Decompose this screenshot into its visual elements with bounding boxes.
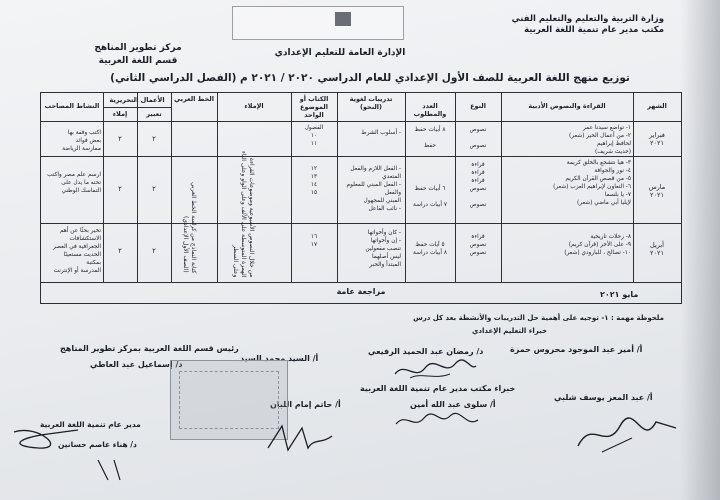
col-divider (501, 93, 502, 283)
header-reading: القراءة والنصوص الأدبية (528, 102, 606, 110)
row2-activity: ارسم علم مصر واكتب تحته ما يدل على التماسك الوطني (47, 172, 101, 194)
row3-activity: تخير بحثًا عن أهم الاستكشافات الجغرافية في العصر الحديث مستعينًا بمكتبة المدرسة أو الإنترنت (52, 228, 101, 274)
ministry-logo (335, 12, 351, 26)
review-row (41, 282, 681, 303)
header-grammar: تدريبات لغوية (النحو) (349, 95, 393, 111)
col-divider (405, 93, 406, 283)
row-divider (41, 223, 681, 224)
row2-type: قراءة قراءة قراءة نصوص نصوص (469, 162, 487, 208)
row2-count: ٦ أبيات حفظ ٧ أبيات دراسة (413, 186, 447, 208)
dept-head-title: رئيس قسم اللغة العربية بمركز تطوير المناهج (60, 344, 239, 353)
row3-grammar: - كان وأخواتها - إن وأخواتها تنصب مفعولين ليس أصلهما المبتدأ والخبر (365, 230, 401, 268)
row2-month: مارس ٢٠٢١ (648, 183, 666, 199)
header-activity: النشاط المصاحب (44, 102, 100, 110)
header-dictation: الإملاء (244, 102, 264, 110)
handwritten-signature (262, 418, 338, 458)
col-divider (291, 93, 292, 283)
review-label: مراجعة عامة (336, 287, 386, 296)
row1-activity: اكتب وقفة بها بعض فوائد ممارسة الرياضة (62, 130, 101, 152)
col-divider (217, 93, 218, 283)
directorate-name: الإدارة العامة للتعليم الإعدادي (274, 48, 406, 58)
row-divider (41, 156, 681, 157)
experts-title: خبراء التعليم الإعدادي (472, 327, 547, 335)
header-writing-expression: تعبير (146, 110, 162, 118)
row2-dictation-count: ٢ (118, 185, 122, 193)
office-name: مكتب مدير عام تنمية اللغة العربية (524, 25, 664, 35)
header-writing-dictation: إملاء (112, 110, 128, 118)
header-count: العدد والمطلوب (413, 102, 447, 118)
department-name: قسم اللغة العربية (98, 56, 178, 66)
handwritten-signature (572, 408, 682, 458)
col-divider (337, 93, 338, 283)
row3-expression-count: ٢ (152, 247, 156, 255)
col-divider (633, 93, 634, 283)
handwritten-signature (8, 420, 128, 490)
col-divider (103, 93, 104, 283)
row1-dictation-count: ٢ (118, 135, 122, 143)
signatory-name-4: أ/ حاتم إمام اللبان (270, 400, 341, 409)
row3-count: ٥ آيات حفظ ٨ أبيات دراسة (413, 242, 447, 256)
row1-month: فبراير ٢٠٢١ (649, 131, 665, 147)
gm-name: د/ هناء عاصم حسانين (58, 440, 137, 449)
calligraphy-text: كتابة النماذج من كراسة الخط العربي (الصف الأول الإعدادي) (182, 181, 197, 273)
col-divider (137, 93, 138, 283)
ministry-name: وزارة التربية والتعليم والتعليم الفني (511, 14, 664, 24)
handwritten-signature (390, 356, 480, 384)
row3-month: أبريل ٢٠٢١ (650, 241, 664, 257)
row1-type: نصوص نصوص (469, 127, 487, 149)
signatory-name-2: د/ رمضان عبد الحميد الرفيعي (368, 347, 484, 356)
notes-block (413, 313, 664, 323)
may-label: مايو ٢٠٢١ (600, 290, 639, 299)
row1-reading: ١- تواضع سيدنا عمر ٢- من أعمال الخير (شعر) لحافظ إبراهيم (حديث شريف) (569, 125, 631, 155)
row2-reading: ٣- هيا نتشجع بالخلق كريمة ٤- نور والجوافة ٥- من قصص القرآن الكريم ٦- التعاون لإبراهيم العزب (شعر) ٧- يا بلسما لإيليا أبي ماضي (شعر) (553, 160, 631, 206)
header-center (78, 42, 198, 68)
dept-head-name: د/ إسماعيل عبد العاطي (90, 360, 183, 369)
col-divider (455, 93, 456, 283)
signatory-name-6: أ/ عبد المعز يوسف شلبي (554, 393, 653, 402)
signatory-name-1: أ/ السيد محمد السيد (240, 354, 319, 363)
header-type: النوع (470, 102, 486, 110)
page-shadow (680, 0, 720, 500)
header-month: الشهر (647, 102, 667, 110)
page-title: توزيع منهج اللغة العربية للصف الأول الإعدادي للعام الدراسي ٢٠٢٠ / ٢٠٢١ م (الفصل الدراسي الثاني) (110, 72, 630, 84)
header-writing: الأعمال التحريرية (109, 96, 165, 104)
header-ministry (512, 14, 664, 36)
gm-title: مدير عام تنمية اللغة العربية (40, 420, 141, 429)
note-text: ١- توجيه على أهمية حل التدريبات والأنشطة بعد كل درس (413, 314, 609, 322)
row3-dictation-count: ٢ (118, 247, 122, 255)
signatory-name-3: أ/ أمير عبد الموجود محروس حمزة (510, 345, 643, 354)
header-book: الكتاب أو الموضوع الواحد (299, 95, 329, 119)
handwritten-signature (392, 408, 482, 434)
col-divider (171, 93, 172, 283)
row1-book: الفصول ١٠ ١١ (304, 125, 324, 147)
header-stamp (232, 6, 404, 40)
dictation-text: من خلال النصوص الأسبوعية وموضوعات القراءة الهمزة المتوسطة على الألف وعلى الواو وعلى الياء وعلى السطر (232, 150, 255, 277)
center-name: مركز تطوير المناهج (94, 43, 182, 53)
row1-expression-count: ٢ (152, 135, 156, 143)
row1-count: ٨ أبيات حفظ حفظ (414, 127, 446, 149)
signatory-name-5: أ/ سلوى عبد الله أمين (410, 400, 496, 409)
office-experts-title: خبراء مكتب مدير عام تنمية اللغة العربية (360, 384, 516, 393)
row1-grammar: - أسلوب الشرط (361, 130, 401, 136)
row3-reading: ٨- رحلات تاريخية ٩- على الأخر (قرآن كريم) ١٠- تصالح ، للبارودي (شعر) (564, 234, 631, 256)
row3-book: ١٦ ١٧ (310, 234, 318, 248)
header-subdivider (137, 107, 138, 121)
curriculum-table (40, 92, 682, 304)
header-calligraphy: الخط العربي (174, 95, 214, 103)
row2-book: ١٢ ١٣ ١٤ ١٥ (310, 166, 318, 196)
row2-expression-count: ٢ (152, 185, 156, 193)
row3-type: قراءة نصوص نصوص (469, 234, 487, 256)
note-label: ملحوظة مهمة : (610, 314, 664, 322)
row2-grammar: - الفعل اللازم والفعل المتعدي - الفعل المبني للمعلوم والفعل المبني للمجهول - نائب الفاعل (346, 166, 401, 212)
